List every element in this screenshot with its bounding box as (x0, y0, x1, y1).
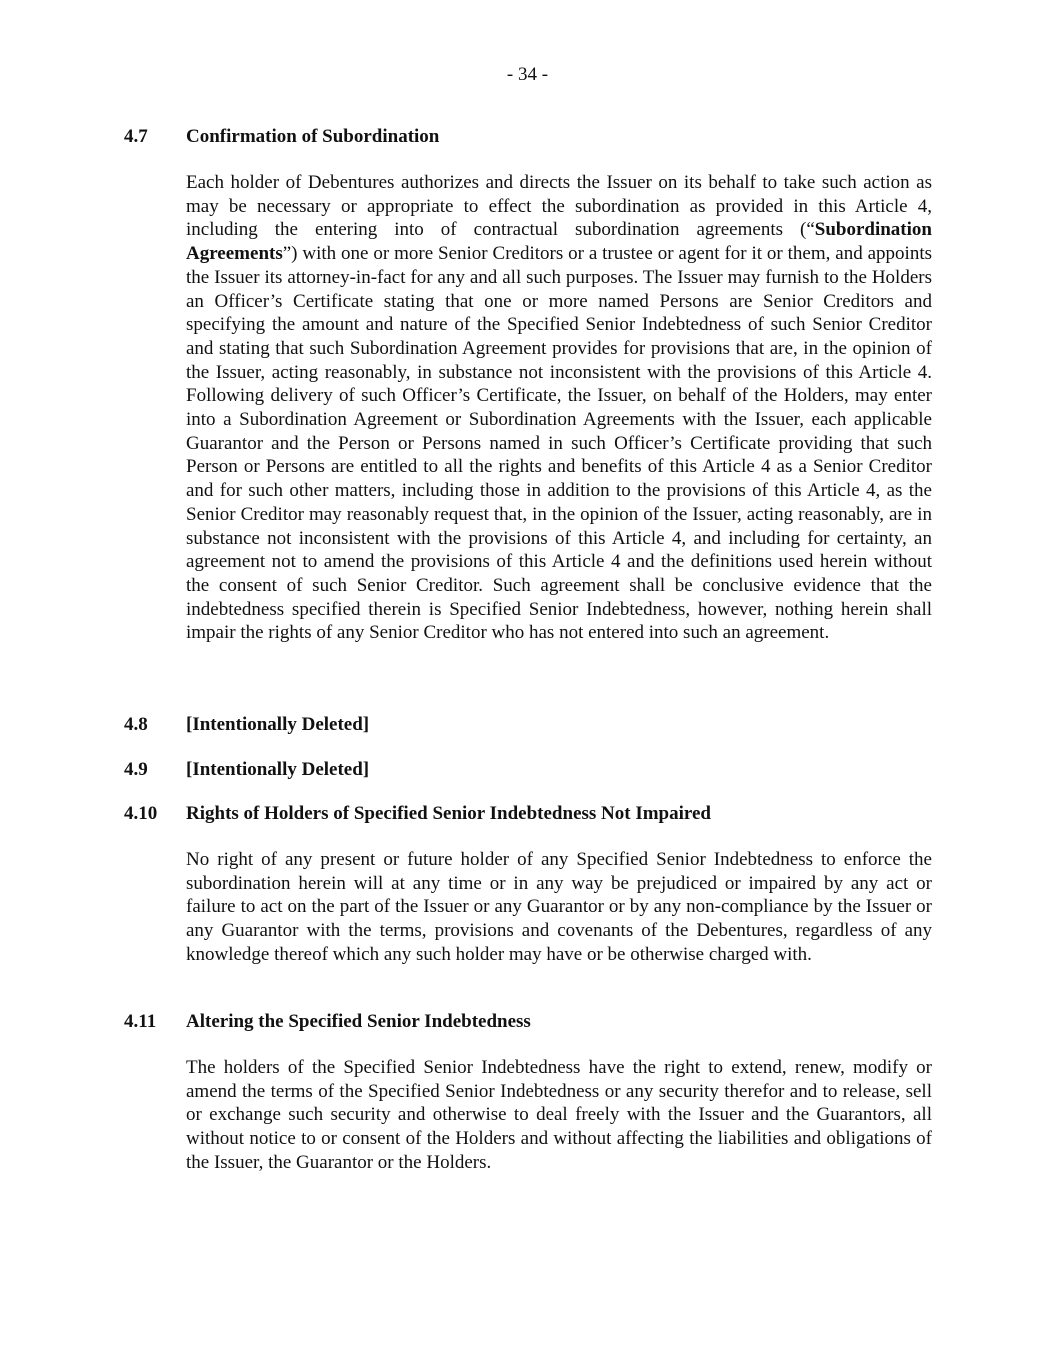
section-number: 4.11 (124, 1011, 157, 1032)
section-title: Altering the Specified Senior Indebtedness (186, 1011, 531, 1032)
section-heading (124, 802, 932, 826)
defined-term: Subordination Agreements (186, 219, 932, 265)
section-4-10 (124, 802, 932, 967)
section-number: 4.9 (124, 759, 148, 780)
section-4-8 (124, 713, 932, 737)
section-body (186, 171, 932, 645)
section-number: 4.8 (124, 714, 148, 735)
section-body: The holders of the Specified Senior Indebtedness have the right to extend, renew, modify or amend the terms of the Specified Senior Indebtedness or any security therefor and to release, sell or exchange such security and otherwise to deal freely with the Issuer and the Guarantors, all without notice to or consent of the Holders and without affecting the liabilities and obligations of the Issuer, the Guarantor or the Holders. (186, 1057, 932, 1173)
section-body: No right of any present or future holder of any Specified Senior Indebtedness to enforce the subordination herein will at any time or in any way be prejudiced or impaired by any act or failure to act on the part of the Issuer or any Guarantor or by any non-compliance by the Issuer or any Guarantor with the terms, provisions and covenants of the Debentures, regardless of any knowledge thereof which any such holder may have or be otherwise charged with. (186, 849, 932, 965)
page-number: - 34 - (506, 64, 549, 85)
section-heading (124, 758, 932, 782)
section-title: Confirmation of Subordination (186, 126, 440, 147)
section-title: [Intentionally Deleted] (186, 759, 370, 780)
section-number: 4.10 (124, 803, 158, 824)
body-text: Each holder of Debentures authorizes and directs the Issuer on its behalf to take such action as may be necessary or appropriate to effect the subordination as provided in this Article 4, including the entering into of contractual subordination agreements (“ (186, 172, 932, 241)
body-text: ”) with one or more Senior Creditors or a trustee or agent for it or them, and appoints the Issuer its attorney-in-fact for any and all such purposes. The Issuer may furnish to the Holders an Officer’s Certificate stating that one or more named Persons are Senior Creditors and specifying the amount and nature of the Specified Senior Indebtedness of such Senior Creditor and stating that such Subordination Agreement provides for provisions that are, in the opinion of the Issuer, acting reasonably, in substance not inconsistent with the provisions of this Article 4. Following delivery of such Officer’s Certificate, the Issuer, on behalf of the Holders, may enter into a Subordination Agreement or Subordination Agreements with the Issuer, each applicable Guarantor and the Person or Persons named in such Officer’s Certificate providing that such Person or Persons are entitled to all the rights and benefits of this Article 4 as a Senior Creditor and for such other matters, including those in addition to the provisions of this Article 4, as the Senior Creditor may reasonably request that, in the opinion of the Issuer, acting reasonably, are in substance not inconsistent with the provisions of this Article 4, and including for certainty, an agreement not to amend the provisions of this Article 4 and the definitions used herein without the consent of such Senior Creditor. Such agreement shall be conclusive evidence that the indebtedness specified therein is Specified Senior Indebtedness, however, nothing herein shall impair the rights of any Senior Creditor who has not entered into such an agreement. (186, 243, 932, 644)
section-4-11 (124, 1010, 932, 1175)
section-title: Rights of Holders of Specified Senior Indebtedness Not Impaired (186, 803, 711, 824)
section-heading (124, 713, 932, 737)
section-4-9 (124, 758, 932, 782)
section-number: 4.7 (124, 126, 148, 147)
section-heading (124, 125, 932, 149)
section-heading (124, 1010, 932, 1034)
section-title: [Intentionally Deleted] (186, 714, 370, 735)
section-4-7 (124, 125, 932, 645)
